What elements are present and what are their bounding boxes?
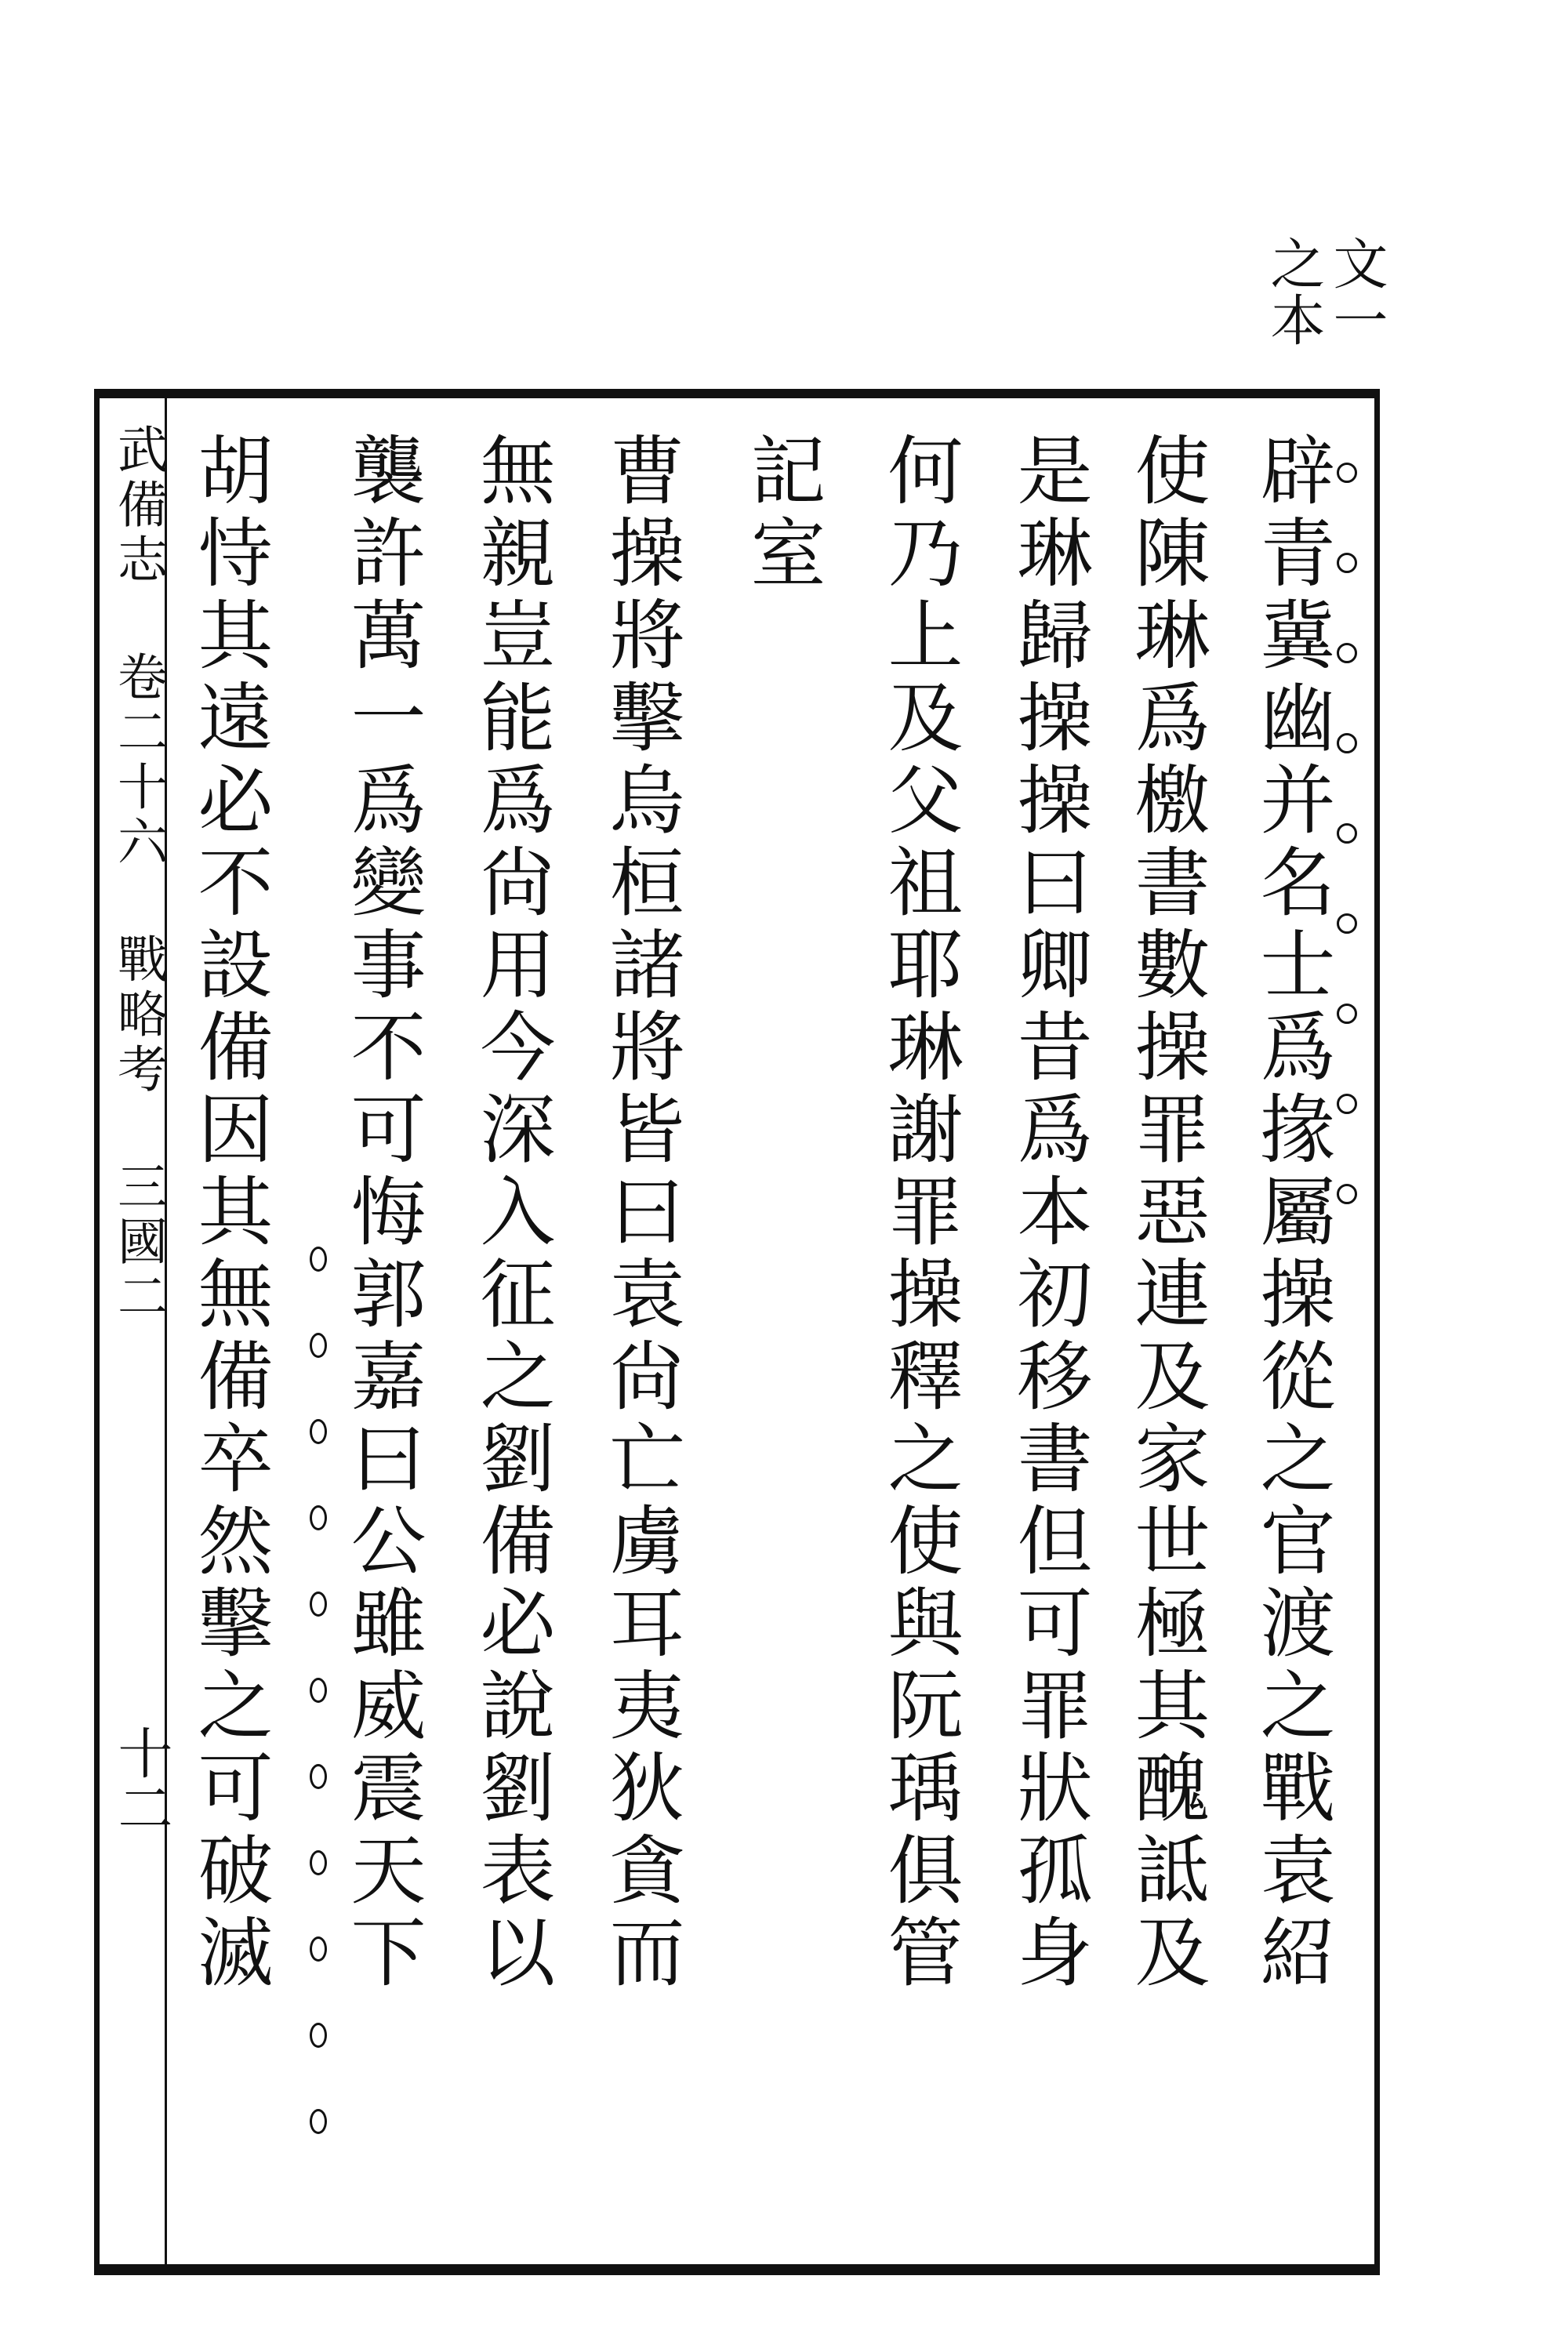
text-column-6: 曹操將擊烏桓諸將皆曰袁尙亡虜耳夷狄貪而 <box>597 431 685 1995</box>
punctuation-circle <box>1337 1184 1357 1204</box>
punctuation-marks-column-9 <box>310 1223 341 2242</box>
punctuation-mark <box>310 1419 327 1444</box>
punctuation-mark <box>310 1764 327 1789</box>
punctuation-circle <box>1337 913 1357 934</box>
text-column-7: 無親豈能爲尙用今深入征之劉備必說劉表以 <box>468 431 556 1995</box>
header-line-left: 之本 <box>1261 235 1326 348</box>
punctuation-mark <box>310 1505 327 1530</box>
punctuation-mark <box>310 2023 327 2048</box>
folio-number: 十二 <box>109 1725 173 1835</box>
punctuation-circle <box>1337 643 1357 663</box>
punctuation-mark <box>310 2109 327 2134</box>
punctuation-mark <box>310 1678 327 1703</box>
margin-note: 武備志 卷二十六 戰略考 三國二 <box>109 423 167 1325</box>
text-column-8: 襲許萬一爲變事不可悔郭嘉曰公雖威震天下 <box>339 431 426 1995</box>
punctuation-circle <box>1337 733 1357 753</box>
text-column-9: 胡恃其遠必不設備因其無備卒然擊之可破滅 <box>186 431 274 1995</box>
punctuation-circles-column-1 <box>1337 443 1368 1384</box>
punctuation-circle <box>1337 463 1357 483</box>
text-column-1: 辟青冀幽并名士爲掾屬操從之官渡之戰袁紹 <box>1248 431 1336 1995</box>
frame-top-rule <box>94 389 1380 398</box>
punctuation-mark <box>310 1850 327 1875</box>
text-column-4: 何乃上及父祖耶琳謝罪操釋之使與阮瑀俱管 <box>876 431 964 1995</box>
text-column-5: 記室 <box>739 431 826 596</box>
text-column-3: 是琳歸操操曰卿昔爲本初移書但可罪狀孤身 <box>1005 431 1093 1995</box>
punctuation-mark <box>310 1247 327 1272</box>
punctuation-circle <box>1337 553 1357 573</box>
punctuation-circle <box>1337 823 1357 844</box>
header-line-right: 文一 <box>1324 235 1388 348</box>
text-column-2: 使陳琳爲檄書數操罪惡連及家世極其醜詆及 <box>1123 431 1210 1995</box>
frame-bottom-rule <box>94 2264 1380 2275</box>
punctuation-circle <box>1337 1004 1357 1024</box>
punctuation-mark <box>310 1333 327 1358</box>
punctuation-mark <box>310 1592 327 1617</box>
punctuation-mark <box>310 1936 327 1962</box>
punctuation-circle <box>1337 1094 1357 1114</box>
